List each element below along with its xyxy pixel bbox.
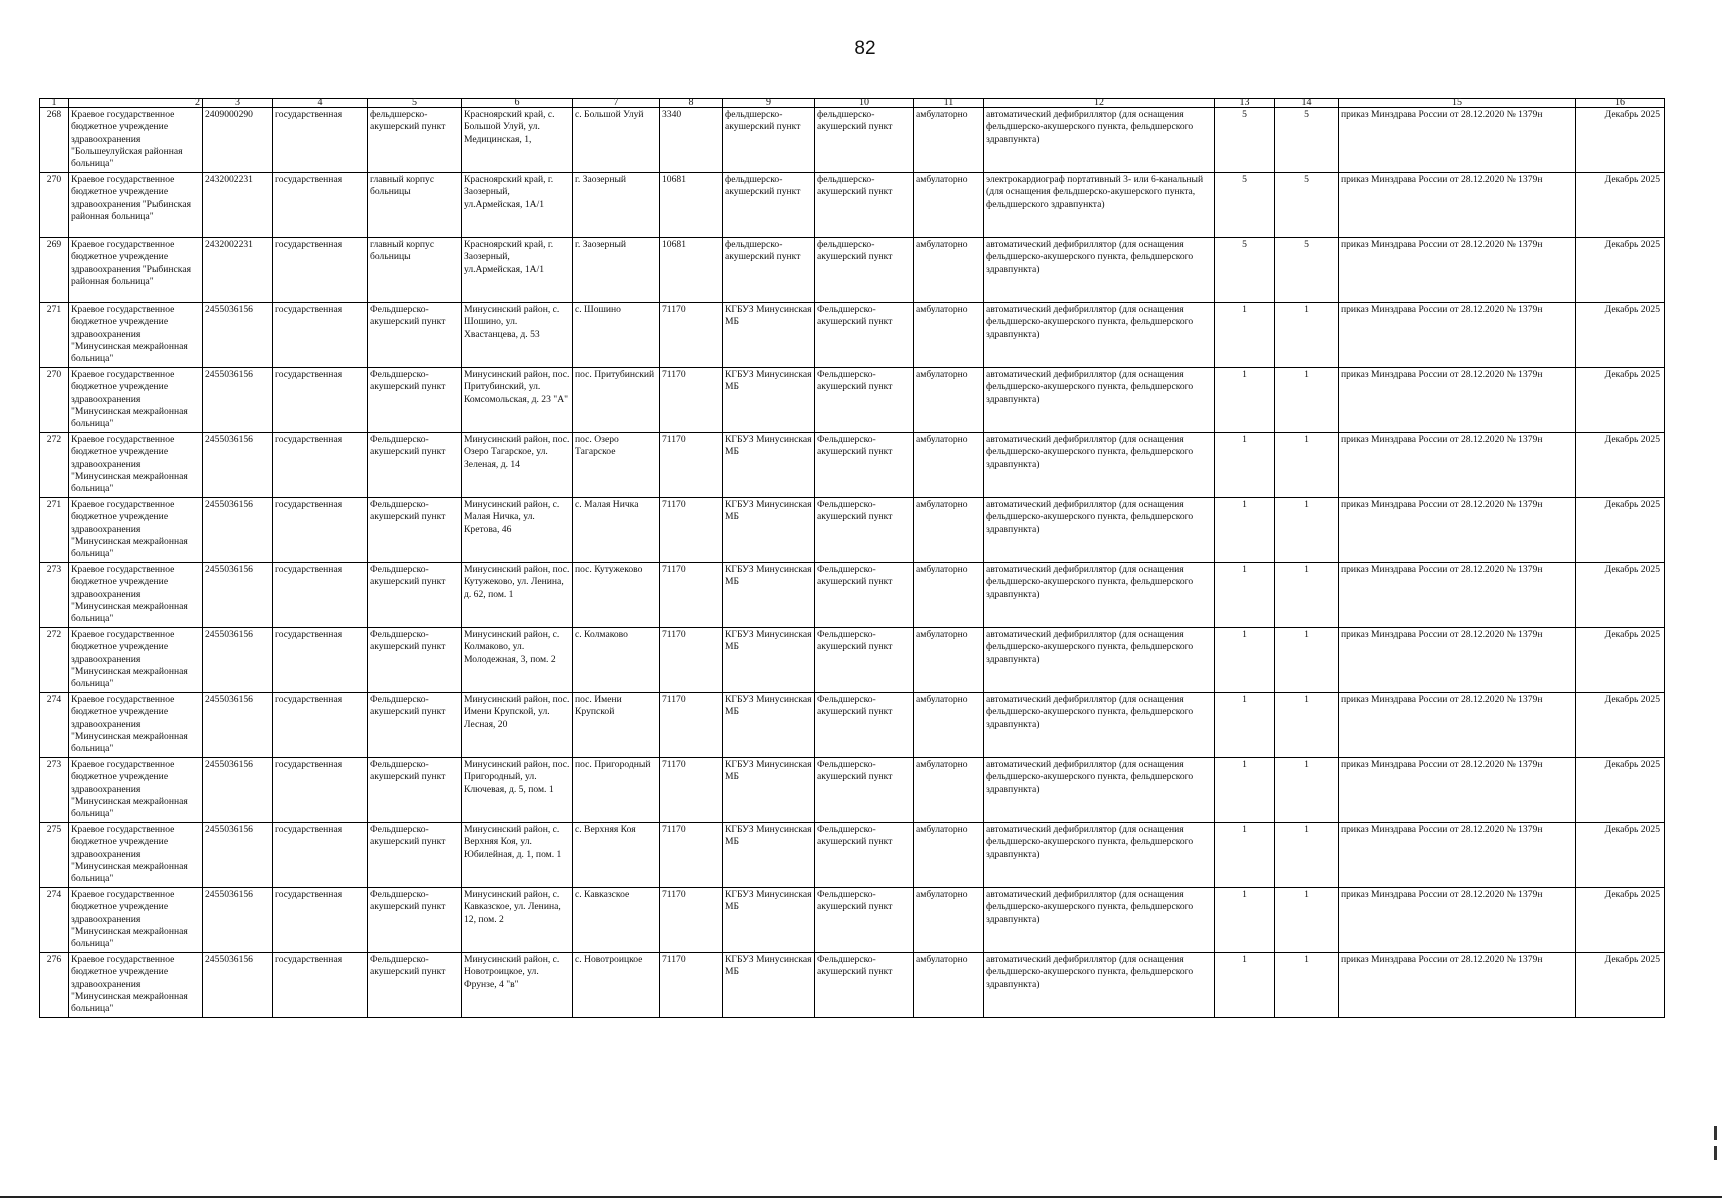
care-condition-cell: амбулаторно <box>914 628 984 693</box>
standard-reference-cell: приказ Минздрава России от 28.12.2020 № 1379н <box>1339 953 1576 1018</box>
column-number-header: 12 <box>984 99 1215 108</box>
population-cell: 3340 <box>660 108 723 173</box>
quantity-planned-cell: 1 <box>1215 303 1275 368</box>
due-date-cell: Декабрь 2025 <box>1576 108 1665 173</box>
quantity-required-cell: 5 <box>1275 108 1339 173</box>
population-cell: 71170 <box>660 563 723 628</box>
due-date-cell: Декабрь 2025 <box>1576 433 1665 498</box>
settlement-cell: г. Заозерный <box>573 173 660 238</box>
due-date-cell: Декабрь 2025 <box>1576 888 1665 953</box>
quantity-required-cell: 5 <box>1275 238 1339 303</box>
row-number-cell: 270 <box>40 173 69 238</box>
address-cell: Красноярский край, г. Заозерный, ул.Армейская, 1А/1 <box>462 173 573 238</box>
quantity-required-cell: 5 <box>1275 173 1339 238</box>
ownership-form-cell: государственная <box>273 173 368 238</box>
column-number-header: 11 <box>914 99 984 108</box>
address-cell: Минусинский район, пос. Имени Крупской, ул. Лесная, 20 <box>462 693 573 758</box>
row-number-cell: 271 <box>40 303 69 368</box>
quantity-planned-cell: 1 <box>1215 758 1275 823</box>
table-row <box>40 953 1665 1018</box>
equipment-name-cell: автоматический дефибриллятор (для оснащения фельдшерско-акушерского пункта, фельдшерского здравпункта) <box>984 303 1215 368</box>
facility-unit-cell: КГБУЗ Минусинская МБ <box>723 563 815 628</box>
building-type-cell: главный корпус больницы <box>368 238 462 303</box>
quantity-planned-cell: 1 <box>1215 433 1275 498</box>
table-row <box>40 563 1665 628</box>
column-number-header: 13 <box>1215 99 1275 108</box>
organization-name-cell: Краевое государственное бюджетное учреждение здравоохранения "Минусинская межрайонная больница" <box>69 433 203 498</box>
settlement-cell: пос. Притубинский <box>573 368 660 433</box>
settlement-cell: с. Новотроицкое <box>573 953 660 1018</box>
facility-unit-cell: КГБУЗ Минусинская МБ <box>723 693 815 758</box>
row-number-cell: 274 <box>40 693 69 758</box>
ownership-form-cell: государственная <box>273 628 368 693</box>
building-type-cell: главный корпус больницы <box>368 173 462 238</box>
quantity-required-cell: 1 <box>1275 628 1339 693</box>
care-condition-cell: амбулаторно <box>914 433 984 498</box>
facility-unit-cell: КГБУЗ Минусинская МБ <box>723 433 815 498</box>
building-type-cell: Фельдшерско-акушерский пункт <box>368 888 462 953</box>
column-number-header: 6 <box>462 99 573 108</box>
row-number-cell: 269 <box>40 238 69 303</box>
settlement-cell: с. Шошино <box>573 303 660 368</box>
ownership-form-cell: государственная <box>273 693 368 758</box>
facility-type-cell: Фельдшерско-акушерский пункт <box>815 498 914 563</box>
quantity-planned-cell: 1 <box>1215 498 1275 563</box>
facility-type-cell: фельдшерско-акушерский пункт <box>815 108 914 173</box>
column-number-row <box>40 99 1665 108</box>
population-cell: 71170 <box>660 303 723 368</box>
population-cell: 71170 <box>660 498 723 563</box>
quantity-planned-cell: 1 <box>1215 693 1275 758</box>
column-number-header: 14 <box>1275 99 1339 108</box>
quantity-planned-cell: 1 <box>1215 563 1275 628</box>
row-number-cell: 275 <box>40 823 69 888</box>
inn-cell: 2455036156 <box>203 953 273 1018</box>
quantity-planned-cell: 1 <box>1215 628 1275 693</box>
quantity-required-cell: 1 <box>1275 953 1339 1018</box>
column-number-header: 10 <box>815 99 914 108</box>
standard-reference-cell: приказ Минздрава России от 28.12.2020 № 1379н <box>1339 693 1576 758</box>
facility-unit-cell: КГБУЗ Минусинская МБ <box>723 823 815 888</box>
standard-reference-cell: приказ Минздрава России от 28.12.2020 № 1379н <box>1339 758 1576 823</box>
building-type-cell: Фельдшерско-акушерский пункт <box>368 693 462 758</box>
facility-unit-cell: фельдшерско-акушерский пункт <box>723 173 815 238</box>
row-number-cell: 274 <box>40 888 69 953</box>
inn-cell: 2455036156 <box>203 758 273 823</box>
standard-reference-cell: приказ Минздрава России от 28.12.2020 № 1379н <box>1339 173 1576 238</box>
ownership-form-cell: государственная <box>273 108 368 173</box>
address-cell: Минусинский район, с. Колмаково, ул. Молодежная, 3, пом. 2 <box>462 628 573 693</box>
inn-cell: 2455036156 <box>203 368 273 433</box>
facility-type-cell: Фельдшерско-акушерский пункт <box>815 433 914 498</box>
due-date-cell: Декабрь 2025 <box>1576 953 1665 1018</box>
due-date-cell: Декабрь 2025 <box>1576 303 1665 368</box>
facility-type-cell: Фельдшерско-акушерский пункт <box>815 693 914 758</box>
facility-unit-cell: фельдшерско-акушерский пункт <box>723 108 815 173</box>
column-number-header: 5 <box>368 99 462 108</box>
organization-name-cell: Краевое государственное бюджетное учреждение здравоохранения "Минусинская межрайонная больница" <box>69 303 203 368</box>
organization-name-cell: Краевое государственное бюджетное учреждение здравоохранения "Минусинская межрайонная больница" <box>69 563 203 628</box>
quantity-required-cell: 1 <box>1275 563 1339 628</box>
ownership-form-cell: государственная <box>273 433 368 498</box>
equipment-name-cell: автоматический дефибриллятор (для оснащения фельдшерско-акушерского пункта, фельдшерского здравпункта) <box>984 433 1215 498</box>
table-row <box>40 368 1665 433</box>
organization-name-cell: Краевое государственное бюджетное учреждение здравоохранения "Большеулуйская районная больница" <box>69 108 203 173</box>
row-number-cell: 268 <box>40 108 69 173</box>
table-row <box>40 628 1665 693</box>
due-date-cell: Декабрь 2025 <box>1576 758 1665 823</box>
equipment-name-cell: автоматический дефибриллятор (для оснащения фельдшерско-акушерского пункта, фельдшерского здравпункта) <box>984 498 1215 563</box>
quantity-planned-cell: 5 <box>1215 173 1275 238</box>
care-condition-cell: амбулаторно <box>914 758 984 823</box>
inn-cell: 2455036156 <box>203 498 273 563</box>
facility-unit-cell: КГБУЗ Минусинская МБ <box>723 368 815 433</box>
organization-name-cell: Краевое государственное бюджетное учреждение здравоохранения "Минусинская межрайонная больница" <box>69 368 203 433</box>
organization-name-cell: Краевое государственное бюджетное учреждение здравоохранения "Минусинская межрайонная больница" <box>69 498 203 563</box>
quantity-planned-cell: 1 <box>1215 888 1275 953</box>
standard-reference-cell: приказ Минздрава России от 28.12.2020 № 1379н <box>1339 823 1576 888</box>
settlement-cell: с. Кавказское <box>573 888 660 953</box>
settlement-cell: с. Малая Ничка <box>573 498 660 563</box>
quantity-required-cell: 1 <box>1275 693 1339 758</box>
standard-reference-cell: приказ Минздрава России от 28.12.2020 № 1379н <box>1339 628 1576 693</box>
row-number-cell: 273 <box>40 758 69 823</box>
table-row <box>40 758 1665 823</box>
inn-cell: 2432002231 <box>203 173 273 238</box>
organization-name-cell: Краевое государственное бюджетное учреждение здравоохранения "Минусинская межрайонная больница" <box>69 888 203 953</box>
building-type-cell: Фельдшерско-акушерский пункт <box>368 303 462 368</box>
organization-name-cell: Краевое государственное бюджетное учреждение здравоохранения "Минусинская межрайонная больница" <box>69 953 203 1018</box>
standard-reference-cell: приказ Минздрава России от 28.12.2020 № 1379н <box>1339 888 1576 953</box>
care-condition-cell: амбулаторно <box>914 173 984 238</box>
table-row <box>40 823 1665 888</box>
due-date-cell: Декабрь 2025 <box>1576 173 1665 238</box>
facility-type-cell: Фельдшерско-акушерский пункт <box>815 303 914 368</box>
building-type-cell: фельдшерско-акушерский пункт <box>368 108 462 173</box>
column-number-header: 7 <box>573 99 660 108</box>
facility-unit-cell: КГБУЗ Минусинская МБ <box>723 303 815 368</box>
quantity-required-cell: 1 <box>1275 368 1339 433</box>
table-row <box>40 693 1665 758</box>
row-number-cell: 272 <box>40 433 69 498</box>
due-date-cell: Декабрь 2025 <box>1576 628 1665 693</box>
standard-reference-cell: приказ Минздрава России от 28.12.2020 № 1379н <box>1339 303 1576 368</box>
inn-cell: 2432002231 <box>203 238 273 303</box>
due-date-cell: Декабрь 2025 <box>1576 498 1665 563</box>
care-condition-cell: амбулаторно <box>914 888 984 953</box>
table-row <box>40 498 1665 563</box>
quantity-required-cell: 1 <box>1275 303 1339 368</box>
facility-unit-cell: КГБУЗ Минусинская МБ <box>723 758 815 823</box>
care-condition-cell: амбулаторно <box>914 498 984 563</box>
care-condition-cell: амбулаторно <box>914 823 984 888</box>
facility-type-cell: Фельдшерско-акушерский пункт <box>815 953 914 1018</box>
population-cell: 71170 <box>660 823 723 888</box>
column-number-header: 1 <box>40 99 69 108</box>
building-type-cell: Фельдшерско-акушерский пункт <box>368 628 462 693</box>
scan-bottom-border <box>0 1196 1722 1198</box>
column-number-header: 16 <box>1576 99 1665 108</box>
page-number: 82 <box>854 38 876 59</box>
organization-name-cell: Краевое государственное бюджетное учреждение здравоохранения "Минусинская межрайонная больница" <box>69 693 203 758</box>
population-cell: 71170 <box>660 433 723 498</box>
address-cell: Минусинский район, пос. Притубинский, ул. Комсомольская, д. 23 "А" <box>462 368 573 433</box>
inn-cell: 2455036156 <box>203 433 273 498</box>
building-type-cell: Фельдшерско-акушерский пункт <box>368 368 462 433</box>
standard-reference-cell: приказ Минздрава России от 28.12.2020 № 1379н <box>1339 238 1576 303</box>
facility-type-cell: Фельдшерско-акушерский пункт <box>815 823 914 888</box>
address-cell: Минусинский район, с. Малая Ничка, ул. Кретова, 46 <box>462 498 573 563</box>
care-condition-cell: амбулаторно <box>914 693 984 758</box>
settlement-cell: пос. Пригородный <box>573 758 660 823</box>
address-cell: Красноярский край, г. Заозерный, ул.Армейская, 1А/1 <box>462 238 573 303</box>
address-cell: Минусинский район, с. Кавказское, ул. Ленина, 12, пом. 2 <box>462 888 573 953</box>
facility-unit-cell: КГБУЗ Минусинская МБ <box>723 498 815 563</box>
standard-reference-cell: приказ Минздрава России от 28.12.2020 № 1379н <box>1339 498 1576 563</box>
facility-type-cell: фельдшерско-акушерский пункт <box>815 238 914 303</box>
quantity-required-cell: 1 <box>1275 498 1339 563</box>
settlement-cell: пос. Имени Крупской <box>573 693 660 758</box>
inn-cell: 2455036156 <box>203 303 273 368</box>
care-condition-cell: амбулаторно <box>914 303 984 368</box>
address-cell: Минусинский район, с. Верхняя Коя, ул. Юбилейная, д. 1, пом. 1 <box>462 823 573 888</box>
building-type-cell: Фельдшерско-акушерский пункт <box>368 433 462 498</box>
column-number-header: 2 <box>69 99 203 108</box>
population-cell: 71170 <box>660 888 723 953</box>
facility-type-cell: Фельдшерско-акушерский пункт <box>815 758 914 823</box>
address-cell: Минусинский район, с. Новотроицкое, ул. Фрунзе, 4 "в" <box>462 953 573 1018</box>
inn-cell: 2455036156 <box>203 693 273 758</box>
row-number-cell: 271 <box>40 498 69 563</box>
ownership-form-cell: государственная <box>273 758 368 823</box>
ownership-form-cell: государственная <box>273 563 368 628</box>
quantity-required-cell: 1 <box>1275 888 1339 953</box>
organization-name-cell: Краевое государственное бюджетное учреждение здравоохранения "Минусинская межрайонная больница" <box>69 628 203 693</box>
quantity-required-cell: 1 <box>1275 758 1339 823</box>
facility-type-cell: фельдшерско-акушерский пункт <box>815 173 914 238</box>
care-condition-cell: амбулаторно <box>914 108 984 173</box>
column-number-header: 15 <box>1339 99 1576 108</box>
ownership-form-cell: государственная <box>273 238 368 303</box>
column-number-header: 8 <box>660 99 723 108</box>
address-cell: Красноярский край, с. Большой Улуй, ул. Медицинская, 1, <box>462 108 573 173</box>
address-cell: Минусинский район, пос. Кутужеково, ул. Ленина, д. 62, пом. 1 <box>462 563 573 628</box>
building-type-cell: Фельдшерско-акушерский пункт <box>368 498 462 563</box>
facility-unit-cell: фельдшерско-акушерский пункт <box>723 238 815 303</box>
population-cell: 10681 <box>660 173 723 238</box>
scan-edge-marks <box>1714 1120 1720 1180</box>
equipment-name-cell: электрокардиограф портативный 3- или 6-канальный (для оснащения фельдшерско-акушерского пункта, фельдшерского здравпункта) <box>984 173 1215 238</box>
due-date-cell: Декабрь 2025 <box>1576 693 1665 758</box>
column-number-header: 9 <box>723 99 815 108</box>
due-date-cell: Декабрь 2025 <box>1576 238 1665 303</box>
inn-cell: 2455036156 <box>203 563 273 628</box>
row-number-cell: 272 <box>40 628 69 693</box>
settlement-cell: с. Верхняя Коя <box>573 823 660 888</box>
facility-type-cell: Фельдшерско-акушерский пункт <box>815 628 914 693</box>
inn-cell: 2455036156 <box>203 823 273 888</box>
column-number-header: 4 <box>273 99 368 108</box>
standard-reference-cell: приказ Минздрава России от 28.12.2020 № 1379н <box>1339 563 1576 628</box>
population-cell: 71170 <box>660 368 723 433</box>
care-condition-cell: амбулаторно <box>914 563 984 628</box>
settlement-cell: г. Заозерный <box>573 238 660 303</box>
facility-unit-cell: КГБУЗ Минусинская МБ <box>723 953 815 1018</box>
quantity-planned-cell: 5 <box>1215 238 1275 303</box>
facility-type-cell: Фельдшерско-акушерский пункт <box>815 888 914 953</box>
care-condition-cell: амбулаторно <box>914 953 984 1018</box>
equipment-name-cell: автоматический дефибриллятор (для оснащения фельдшерско-акушерского пункта, фельдшерского здравпункта) <box>984 628 1215 693</box>
column-number-header: 3 <box>203 99 273 108</box>
ownership-form-cell: государственная <box>273 823 368 888</box>
quantity-planned-cell: 5 <box>1215 108 1275 173</box>
ownership-form-cell: государственная <box>273 498 368 563</box>
address-cell: Минусинский район, пос. Пригородный, ул. Ключевая, д. 5, пом. 1 <box>462 758 573 823</box>
table-row <box>40 433 1665 498</box>
table-row <box>40 303 1665 368</box>
address-cell: Минусинский район, пос. Озеро Тагарское, ул. Зеленая, д. 14 <box>462 433 573 498</box>
settlement-cell: с. Большой Улуй <box>573 108 660 173</box>
inn-cell: 2409000290 <box>203 108 273 173</box>
population-cell: 71170 <box>660 758 723 823</box>
ownership-form-cell: государственная <box>273 368 368 433</box>
settlement-cell: с. Колмаково <box>573 628 660 693</box>
organization-name-cell: Краевое государственное бюджетное учреждение здравоохранения "Минусинская межрайонная больница" <box>69 758 203 823</box>
quantity-planned-cell: 1 <box>1215 823 1275 888</box>
population-cell: 71170 <box>660 953 723 1018</box>
equipment-name-cell: автоматический дефибриллятор (для оснащения фельдшерско-акушерского пункта, фельдшерского здравпункта) <box>984 693 1215 758</box>
organization-name-cell: Краевое государственное бюджетное учреждение здравоохранения "Рыбинская районная больница" <box>69 238 203 303</box>
quantity-required-cell: 1 <box>1275 433 1339 498</box>
table-body <box>40 108 1665 1018</box>
building-type-cell: Фельдшерско-акушерский пункт <box>368 758 462 823</box>
equipment-name-cell: автоматический дефибриллятор (для оснащения фельдшерско-акушерского пункта, фельдшерского здравпункта) <box>984 758 1215 823</box>
row-number-cell: 276 <box>40 953 69 1018</box>
population-cell: 71170 <box>660 693 723 758</box>
address-cell: Минусинский район, с. Шошино, ул. Хвастанцева, д. 53 <box>462 303 573 368</box>
equipment-name-cell: автоматический дефибриллятор (для оснащения фельдшерско-акушерского пункта, фельдшерского здравпункта) <box>984 368 1215 433</box>
equipment-registry-table <box>39 98 1665 1018</box>
building-type-cell: Фельдшерско-акушерский пункт <box>368 953 462 1018</box>
equipment-name-cell: автоматический дефибриллятор (для оснащения фельдшерско-акушерского пункта, фельдшерского здравпункта) <box>984 823 1215 888</box>
table-row <box>40 888 1665 953</box>
care-condition-cell: амбулаторно <box>914 238 984 303</box>
standard-reference-cell: приказ Минздрава России от 28.12.2020 № 1379н <box>1339 368 1576 433</box>
ownership-form-cell: государственная <box>273 953 368 1018</box>
organization-name-cell: Краевое государственное бюджетное учреждение здравоохранения "Рыбинская районная больница" <box>69 173 203 238</box>
building-type-cell: Фельдшерско-акушерский пункт <box>368 563 462 628</box>
organization-name-cell: Краевое государственное бюджетное учреждение здравоохранения "Минусинская межрайонная больница" <box>69 823 203 888</box>
inn-cell: 2455036156 <box>203 628 273 693</box>
population-cell: 10681 <box>660 238 723 303</box>
ownership-form-cell: государственная <box>273 303 368 368</box>
equipment-name-cell: автоматический дефибриллятор (для оснащения фельдшерско-акушерского пункта, фельдшерского здравпункта) <box>984 238 1215 303</box>
equipment-name-cell: автоматический дефибриллятор (для оснащения фельдшерско-акушерского пункта, фельдшерского здравпункта) <box>984 108 1215 173</box>
care-condition-cell: амбулаторно <box>914 368 984 433</box>
table-row <box>40 238 1665 303</box>
standard-reference-cell: приказ Минздрава России от 28.12.2020 № 1379н <box>1339 433 1576 498</box>
equipment-name-cell: автоматический дефибриллятор (для оснащения фельдшерско-акушерского пункта, фельдшерского здравпункта) <box>984 888 1215 953</box>
quantity-required-cell: 1 <box>1275 823 1339 888</box>
settlement-cell: пос. Озеро Тагарское <box>573 433 660 498</box>
facility-type-cell: Фельдшерско-акушерский пункт <box>815 368 914 433</box>
table-row <box>40 108 1665 173</box>
building-type-cell: Фельдшерско-акушерский пункт <box>368 823 462 888</box>
facility-type-cell: Фельдшерско-акушерский пункт <box>815 563 914 628</box>
quantity-planned-cell: 1 <box>1215 368 1275 433</box>
due-date-cell: Декабрь 2025 <box>1576 823 1665 888</box>
due-date-cell: Декабрь 2025 <box>1576 368 1665 433</box>
population-cell: 71170 <box>660 628 723 693</box>
facility-unit-cell: КГБУЗ Минусинская МБ <box>723 628 815 693</box>
inn-cell: 2455036156 <box>203 888 273 953</box>
table-row <box>40 173 1665 238</box>
quantity-planned-cell: 1 <box>1215 953 1275 1018</box>
standard-reference-cell: приказ Минздрава России от 28.12.2020 № 1379н <box>1339 108 1576 173</box>
due-date-cell: Декабрь 2025 <box>1576 563 1665 628</box>
ownership-form-cell: государственная <box>273 888 368 953</box>
equipment-name-cell: автоматический дефибриллятор (для оснащения фельдшерско-акушерского пункта, фельдшерского здравпункта) <box>984 563 1215 628</box>
row-number-cell: 270 <box>40 368 69 433</box>
facility-unit-cell: КГБУЗ Минусинская МБ <box>723 888 815 953</box>
settlement-cell: пос. Кутужеково <box>573 563 660 628</box>
row-number-cell: 273 <box>40 563 69 628</box>
equipment-name-cell: автоматический дефибриллятор (для оснащения фельдшерско-акушерского пункта, фельдшерского здравпункта) <box>984 953 1215 1018</box>
